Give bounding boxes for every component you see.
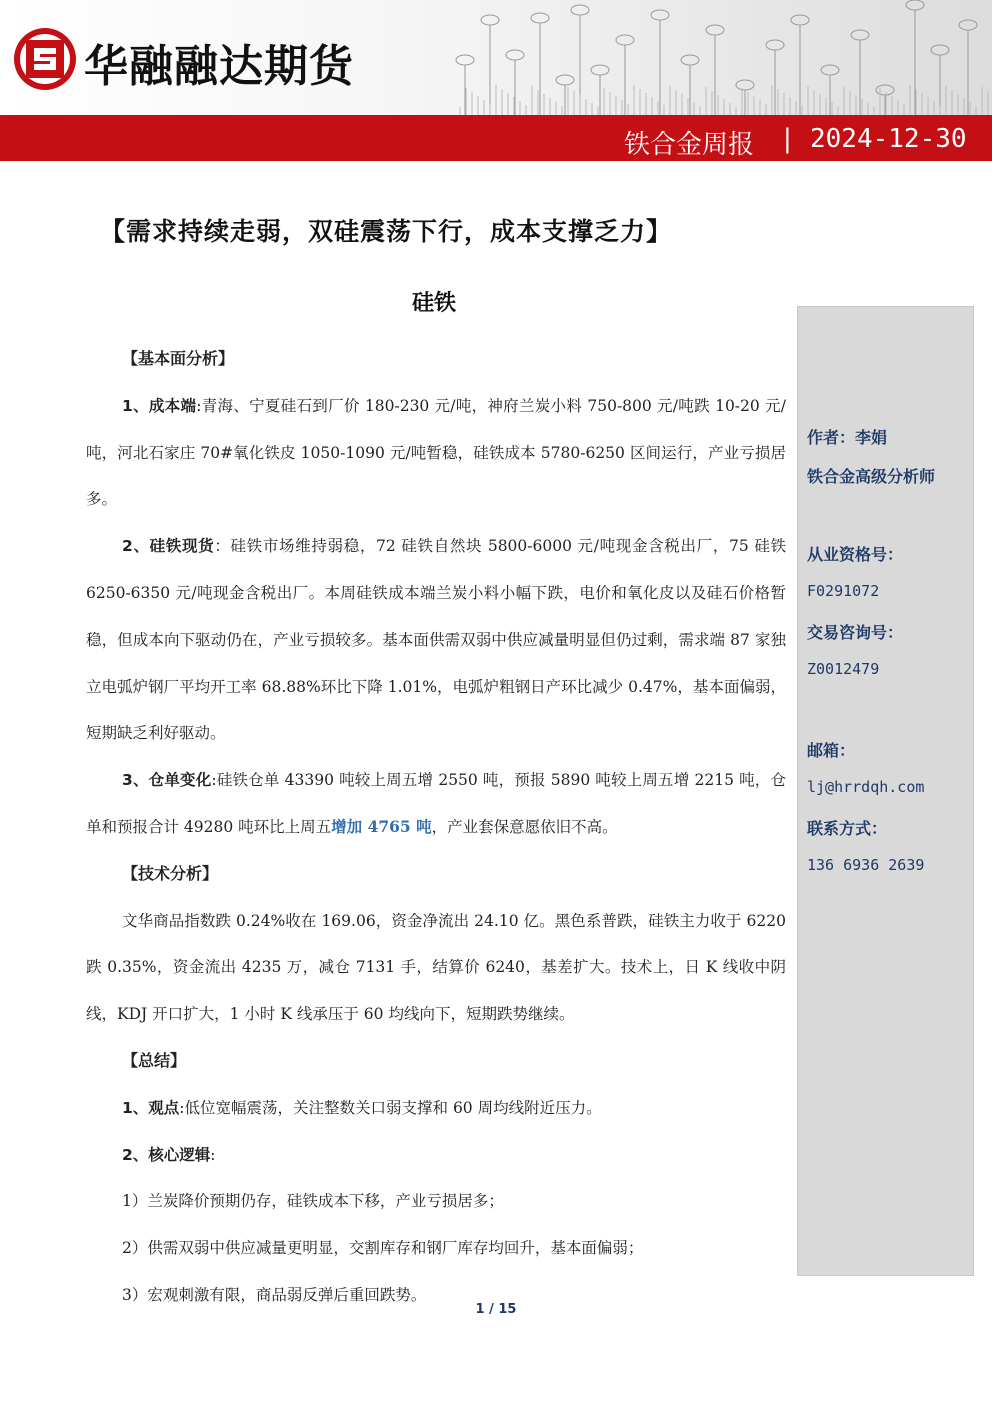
company-name: 华融融达期货 [84, 41, 354, 92]
report-header [0, 0, 992, 162]
logic-item-1: 1）兰炭降价预期仍存，硅铁成本下移，产业亏损居多； [122, 1192, 504, 1211]
cost-text: :青海、宁夏硅石到厂价 180-230 元/吨，神府兰炭小料 750-800 元/吨跌 10-20 元/吨，河北石家庄 70#氧化铁皮 1050-1090 元/吨暂稳，硅铁成本 5780-6250 区间运行，产业亏损居多。 [86, 396, 786, 509]
warrant-paragraph [86, 757, 786, 851]
cost-paragraph [86, 383, 786, 523]
page-number: 1 / 15 [475, 1302, 517, 1317]
technical-paragraph: 文华商品指数跌 0.24%收在 169.06，资金净流出 24.10 亿。黑色系普跌，硅铁主力收于 6220 跌 0.35%，资金流出 4235 万，减仓 7131 手，结算价 6240，基差扩大。技术上，日 K 线收中阴线，KDJ 开口扩大，1 小时 K 线承压于 60 均线向下，短期跌势继续。 [86, 911, 786, 1024]
consult-label: 交易咨询号： [807, 623, 904, 642]
summary-heading: 【总结】 [122, 1050, 187, 1070]
header-separator: | [783, 124, 792, 154]
section-title: 硅铁 [412, 291, 457, 316]
spot-label: 2、硅铁现货 [122, 537, 215, 556]
logic-item-2: 2）供需双弱中供应减量更明显，交割库存和钢厂库存均回升，基本面偏弱； [122, 1239, 644, 1258]
cost-label: 1、成本端 [122, 396, 197, 415]
report-date: 2024-12-30 [810, 124, 967, 154]
contact-label: 联系方式： [807, 819, 888, 838]
logic-heading [86, 1132, 786, 1179]
consult-number: Z0012479 [807, 660, 880, 678]
page-title: 【需求持续走弱，双硅震荡下行，成本支撑乏力】 [100, 217, 673, 246]
view-label: 1、观点 [122, 1098, 180, 1117]
view-text: :低位宽幅震荡，关注整数关口弱支撑和 60 周均线附近压力。 [179, 1098, 602, 1117]
report-body [86, 336, 786, 1319]
warrant-label: 3、仓单变化 [122, 771, 212, 790]
company-logo-icon [12, 26, 78, 92]
author-name: 作者：李娟 [807, 428, 888, 447]
author-title: 铁合金高级分析师 [807, 467, 936, 486]
view-paragraph [86, 1085, 786, 1132]
warrant-text-b: ，产业套保意愿依旧不高。 [431, 817, 618, 836]
email-label: 邮箱： [807, 741, 856, 760]
warrant-text-a: :硅铁仓单 43390 吨较上周五增 2550 吨，预报 5890 吨较上周五增 2215 吨，仓单和预报合计 49280 吨环比上周五 [86, 771, 786, 836]
technical-heading: 【技术分析】 [122, 863, 219, 883]
fundamental-heading: 【基本面分析】 [122, 349, 235, 368]
qualification-label: 从业资格号： [807, 545, 904, 564]
qualification-number: F0291072 [807, 582, 880, 600]
spot-paragraph [86, 523, 786, 757]
logic-item-3: 3）宏观刺激有限，商品弱反弹后重回跌势。 [122, 1285, 427, 1304]
logic-colon: : [210, 1145, 216, 1164]
email-link[interactable]: lj@hrrdqh.com [807, 778, 925, 796]
author-sidebar [797, 306, 974, 1276]
spot-text: ：硅铁市场维持弱稳，72 硅铁自然块 5800-6000 元/吨现金含税出厂，75 硅铁 6250-6350 元/吨现金含税出厂。本周硅铁成本端兰炭小料小幅下跌，电价和氧化皮以及硅石价格暂稳，但成本向下驱动仍在，产业亏损较多。基本面供需双弱中供应减量明显但仍过剩，需求端 87 家独立电弧炉钢厂平均开工率 68.88%环比下降 1.01%，电弧炉粗钢日产环比减少 0.47%，基本面偏弱，短期缺乏利好驱动。 [86, 537, 786, 743]
warrant-highlight: 增加 4765 吨 [331, 816, 432, 836]
report-type: 铁合金周报 [624, 130, 755, 160]
logic-label: 2、核心逻辑 [122, 1145, 211, 1164]
phone-number: 136 6936 2639 [807, 856, 925, 874]
